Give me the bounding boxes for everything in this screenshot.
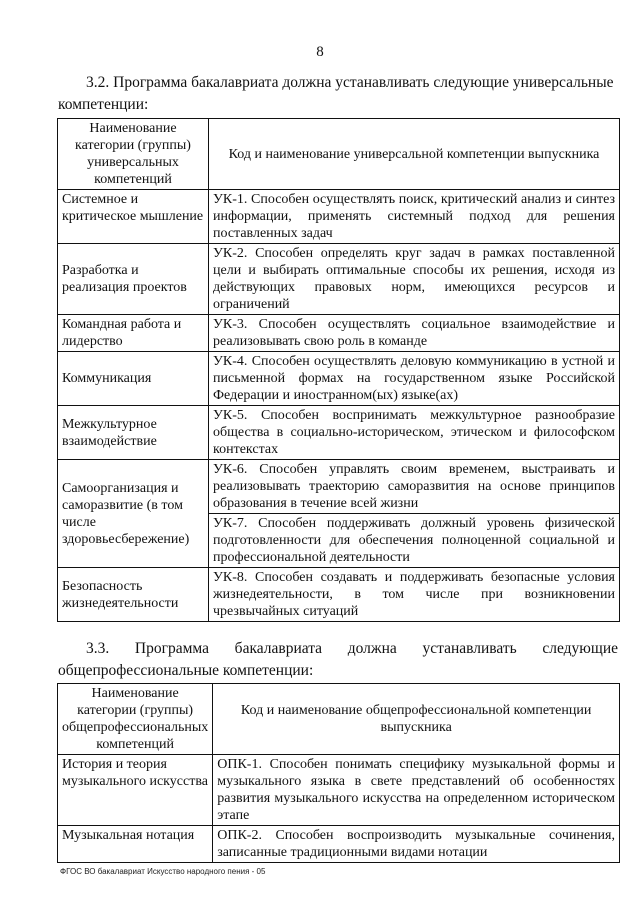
header-competence: Код и наименование универсальной компетенции выпускника bbox=[209, 119, 620, 190]
header-competence: Код и наименование общепрофессиональной компетенции выпускника bbox=[213, 684, 620, 755]
table-row bbox=[58, 460, 620, 514]
footer-note: ФГОС ВО бакалавриат Искусство народного пения - 05 bbox=[60, 867, 266, 876]
table-row bbox=[58, 244, 620, 315]
header-category: Наименование категории (группы) общепрофессиональных компетенций bbox=[58, 684, 213, 755]
competence-cell: УК-3. Способен осуществлять социальное взаимодействие и реализовывать свою роль в команде bbox=[209, 315, 620, 352]
competence-cell: УК-2. Способен определять круг задач в рамках поставленной цели и выбирать оптимальные способы их решения, исходя из действующих правовых норм, имеющихся ресурсов и ограничений bbox=[209, 244, 620, 315]
competence-cell: УК-1. Способен осуществлять поиск, критический анализ и синтез информации, применять системный подход для решения поставленных задач bbox=[209, 190, 620, 244]
general-professional-competencies-table bbox=[57, 683, 620, 863]
category-cell: Самоорганизация и саморазвитие (в том числе здоровьесбережение) bbox=[58, 460, 209, 568]
table-row bbox=[58, 568, 620, 622]
category-cell: Системное и критическое мышление bbox=[58, 190, 209, 244]
category-cell: Коммуникация bbox=[58, 352, 209, 406]
section-3-3-intro: 3.3. Программа бакалавриата должна устанавливать следующие общепрофессиональные компетенции: bbox=[58, 640, 618, 679]
category-cell: Музыкальная нотация bbox=[58, 826, 213, 863]
category-cell: Межкультурное взаимодействие bbox=[58, 406, 209, 460]
table-row bbox=[58, 190, 620, 244]
competence-cell: УК-6. Способен управлять своим временем, выстраивать и реализовывать траекторию саморазвития на основе принципов образования в течение всей жизни bbox=[209, 460, 620, 514]
category-cell: История и теория музыкального искусства bbox=[58, 755, 213, 826]
table-row bbox=[58, 352, 620, 406]
section-3-2-intro: 3.2. Программа бакалавриата должна устанавливать следующие универсальные компетенции: bbox=[58, 74, 614, 113]
competence-cell: УК-5. Способен воспринимать межкультурное разнообразие общества в социально-историческом, этическом и философском контекстах bbox=[209, 406, 620, 460]
competence-cell: ОПК-1. Способен понимать специфику музыкальной формы и музыкального языка в свете представлений об особенностях развития музыкального искусства на определенном историческом этапе bbox=[213, 755, 620, 826]
table-header-row bbox=[58, 119, 620, 190]
category-cell: Разработка и реализация проектов bbox=[58, 244, 209, 315]
category-cell: Командная работа и лидерство bbox=[58, 315, 209, 352]
page-number: 8 bbox=[316, 44, 324, 60]
universal-competencies-table bbox=[57, 118, 620, 622]
competence-cell: УК-4. Способен осуществлять деловую коммуникацию в устной и письменной формах на государственном языке Российской Федерации и иностранном(ых) языке(ах) bbox=[209, 352, 620, 406]
category-cell: Безопасность жизнедеятельности bbox=[58, 568, 209, 622]
table-row bbox=[58, 826, 620, 863]
table-row bbox=[58, 755, 620, 826]
header-category: Наименование категории (группы) универсальных компетенций bbox=[58, 119, 209, 190]
competence-cell: ОПК-2. Способен воспроизводить музыкальные сочинения, записанные традиционными видами нотации bbox=[213, 826, 620, 863]
table-row bbox=[58, 315, 620, 352]
competence-cell: УК-7. Способен поддерживать должный уровень физической подготовленности для обеспечения полноценной социальной и профессиональной деятельности bbox=[209, 514, 620, 568]
table-row bbox=[58, 406, 620, 460]
competence-cell: УК-8. Способен создавать и поддерживать безопасные условия жизнедеятельности, в том числе при возникновении чрезвычайных ситуаций bbox=[209, 568, 620, 622]
table-header-row bbox=[58, 684, 620, 755]
